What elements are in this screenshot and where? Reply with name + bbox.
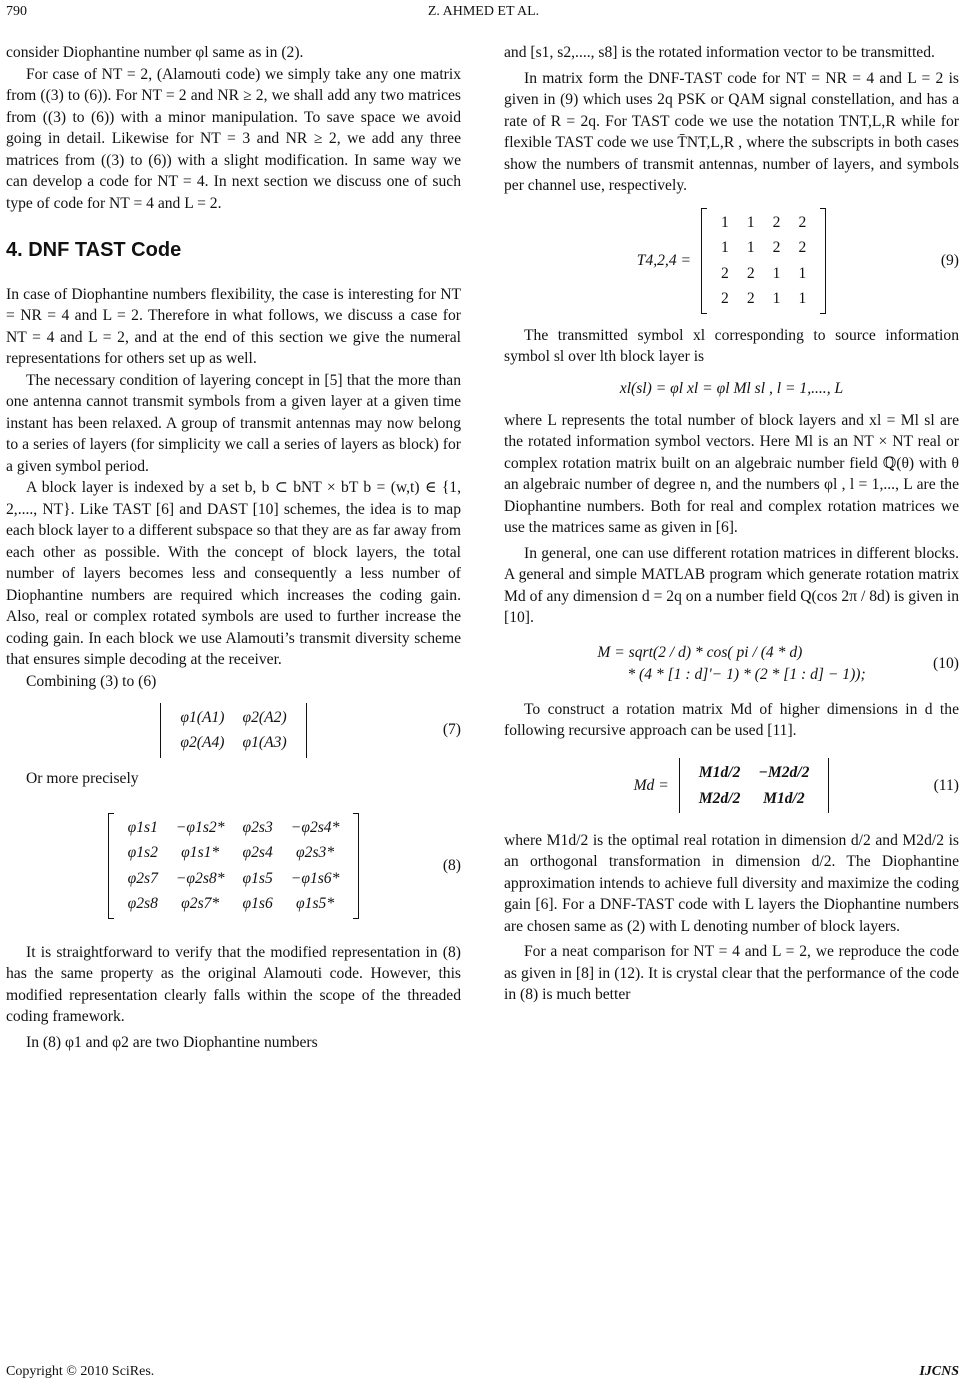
matrix-cell: φ2s7	[127, 869, 158, 887]
matrix-cell: 2	[798, 239, 807, 256]
equation-lhs: T4,2,4 =	[636, 251, 692, 269]
paragraph: For case of NT = 2, (Alamouti code) we simply take any one matrix from ((3) to (6)). For NT = 2 and NR ≥ 2, we shall add any two matrices from ((3) to (6)) with a minor manipulation. To save space we avoid going in detail. Likewise for NT = 3 and NR ≥ 2, we add any three matrices from ((3) to (6)) with a slight modification. In same way we can develop a code for NT = 4. In next section we discuss one of such type of code for NT = 4 and L = 2.	[6, 65, 461, 212]
matrix-cell: φ2s4	[242, 844, 273, 861]
copyright-notice: Copyright © 2010 SciRes.	[6, 1364, 155, 1379]
matrix-cell: φ1(A3)	[242, 734, 287, 751]
matrix-cell: 2	[772, 213, 781, 231]
equation-lhs: Md =	[633, 776, 669, 794]
matrix-cell: φ2s3	[242, 818, 273, 836]
matrix-cell: M1d/2	[698, 764, 741, 781]
matrix-cell: φ1s1*	[181, 844, 220, 861]
matrix-cell: φ1s5	[242, 869, 273, 887]
paragraph: where M1d/2 is the optimal real rotation in dimension d/2 and M2d/2 is an orthogonal transformation in dimension d/2. The Diophantine approximation intends to achieve full diversity and maximize the coding gain [6]. For a DNF-TAST code with L layers the Diophantine numbers are chosen same as (2) with L denoting number of block layers.	[504, 831, 959, 935]
equation-10	[504, 635, 959, 693]
equation-number: (10)	[933, 654, 959, 672]
paragraph: consider Diophantine number φl same as in (2).	[6, 44, 304, 61]
matrix-cell: φ1s6	[242, 895, 273, 912]
matrix-cell: φ2s8	[127, 895, 158, 912]
matrix-cell: φ1s5*	[296, 895, 335, 912]
equation-11	[504, 748, 959, 824]
determinant-7	[160, 703, 306, 758]
matrix-cell: −φ2s8*	[175, 869, 225, 887]
matrix-9	[701, 208, 826, 314]
left-column	[6, 42, 461, 1053]
matrix-cell: 2	[772, 239, 781, 256]
matrix-cell: φ1s2	[127, 844, 158, 861]
section-heading: 4. DNF TAST Code	[6, 239, 182, 261]
matrix-cell: −φ1s6*	[290, 869, 340, 887]
equation-9	[504, 203, 959, 319]
paragraph: In case of Diophantine numbers flexibility, the case is interesting for NT = NR = 4 and L = 2. Therefore in what follows, we discuss a case for NT = 4 and L = 2, and at the end of this section we give the numeral representations for others set up as well.	[6, 285, 461, 367]
matrix-cell: 1	[798, 290, 807, 307]
paragraph: The necessary condition of layering concept in [5] that the more than one antenna cannot transmit symbols from a given layer at a given time instant has been relaxed. A group of transmit antennas may now belong to a series of layers (for simplicity we call a series of layers as block) for a given symbol period.	[6, 371, 461, 475]
equation-number: (7)	[442, 721, 461, 739]
running-header-authors: Z. AHMED ET AL.	[427, 4, 540, 19]
paragraph: In matrix form the DNF-TAST code for NT = NR = 4 and L = 2 is given in (9) which uses 2q PSK or QAM signal constellation, and has a rate of R = 2q. For TAST code we use the notation TNT,L,R while for flexible TAST code we use T̄NT,L,R , where the subscripts in both cases show the numbers of transmit antennas, number of layers, and symbols per channel use, respectively.	[504, 69, 959, 194]
matlab-code	[597, 642, 865, 686]
paragraph: In (8) φ1 and φ2 are two Diophantine numbers	[26, 1033, 318, 1051]
matrix-cell: 2	[721, 264, 729, 282]
matrix-cell: 2	[746, 264, 755, 282]
matrix-cell: M2d/2	[698, 789, 741, 807]
paragraph: Combining (3) to (6)	[26, 672, 157, 690]
journal-name: IJCNS	[919, 1364, 959, 1379]
matrix-cell: 1	[746, 239, 755, 256]
code-line: * (4 * [1 : d]'− 1) * (2 * [1 : d] − 1));	[627, 665, 866, 683]
paragraph: where L represents the total number of block layers and xl = Ml sl are the rotated information symbol vectors. Here Ml is an NT × NT real or complex rotation matrix built on an algebraic number field ℚ(θ) with θ an algebraic number of degree n, and the numbers φl , l = 1,..., L are the Diophantine numbers. Both for real and complex rotation matrices we use the matrices same as given in [6].	[504, 411, 959, 536]
paragraph: Or more precisely	[26, 770, 139, 787]
paragraph: To construct a rotation matrix Md of higher dimensions in d the following recursive approach can be used [11].	[504, 700, 959, 739]
matrix-cell: 2	[721, 290, 729, 307]
matrix-cell: 1	[721, 239, 729, 256]
code-line: M = sqrt(2 / d) * cos( pi / (4 * d)	[597, 643, 803, 661]
matrix-cell: φ2(A4)	[180, 734, 225, 751]
matrix-cell: M1d/2	[763, 789, 805, 807]
matrix-cell: 2	[746, 290, 755, 307]
paragraph: A block layer is indexed by a set b, b ⊂ bNT × bT b = (w,t) ∈ {1, 2,...., NT}. Like TAST [6] and DAST [10] schemes, the idea is to map each block layer to a different subspace so that they are as far away from each other as possible. With the concept of block layers, the total number of layers becomes less and consequently a less number of Diophantine numbers are required which increases the coding gain. Also, real or complex rotated symbols are used to further increase the coding gain. In each block we use Alamouti’s transmit diversity scheme that ensures simple decoding at the receiver.	[6, 479, 461, 668]
matrix-cell: 1	[798, 264, 807, 282]
paragraph: and [s1, s2,...., s8] is the rotated information vector to be transmitted.	[504, 44, 935, 61]
matrix-8	[108, 813, 360, 919]
equation-x: xl(sl) = φl xl = φl Ml sl , l = 1,...., L	[619, 379, 844, 397]
matrix-cell: φ1s1	[127, 818, 158, 836]
matrix-cell: 1	[746, 213, 755, 231]
matrix-cell: −φ2s4*	[290, 818, 340, 836]
matrix-cell: 1	[772, 264, 781, 282]
matrix-11	[679, 758, 830, 813]
matrix-cell: φ2s7*	[181, 895, 220, 912]
equation-number: (9)	[940, 251, 959, 269]
paragraph: For a neat comparison for NT = 4 and L = 2, we reproduce the code as given in [8] in (12). It is crystal clear that the performance of the code in (8) is much better	[504, 943, 959, 1003]
matrix-cell: −M2d/2	[758, 764, 810, 781]
paragraph: In general, one can use different rotation matrices in different blocks. A general and simple MATLAB program which generate rotation matrix Md of any dimension d = 2q on a number field Q(cos 2π / 8d) is given in [10].	[504, 544, 959, 626]
equation-7	[6, 698, 461, 762]
equation-number: (11)	[933, 776, 959, 794]
matrix-cell: −φ1s2*	[175, 818, 225, 836]
matrix-cell: φ1(A1)	[180, 708, 225, 726]
equation-number: (8)	[442, 856, 461, 874]
matrix-cell: 2	[798, 213, 807, 231]
matrix-cell: 1	[721, 213, 729, 231]
paragraph: The transmitted symbol xl corresponding to source information symbol sl over lth block layer is	[504, 326, 959, 365]
matrix-cell: φ2(A2)	[242, 708, 287, 726]
right-column	[504, 42, 959, 1006]
matrix-cell: φ2s3*	[296, 844, 335, 861]
page-number: 790	[6, 4, 27, 19]
paragraph: It is straightforward to verify that the modified representation in (8) has the same property as the original Alamouti code. However, this modified representation clearly falls within the scope of the threaded coding framework.	[6, 943, 461, 1025]
matrix-cell: 1	[772, 290, 781, 307]
equation-8	[6, 796, 461, 936]
